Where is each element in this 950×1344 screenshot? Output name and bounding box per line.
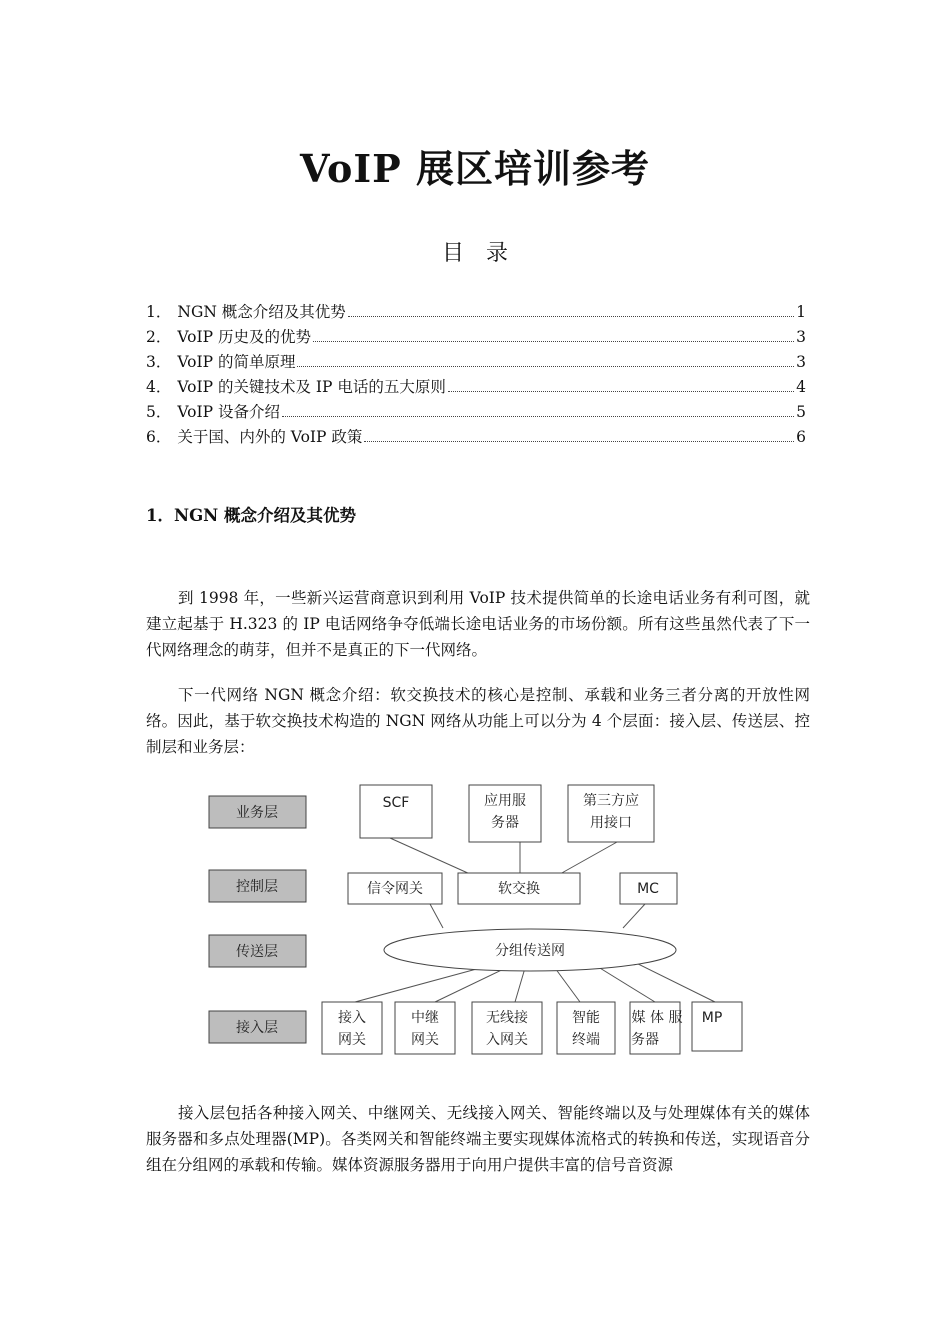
node-label: 智能 — [572, 1010, 600, 1026]
node-trunk-gateway — [395, 1002, 455, 1054]
layer-transport — [209, 935, 306, 967]
body-paragraph: 到 1998 年，一些新兴运营商意识到利用 VoIP 技术提供简单的长途电话业务有利可图，就建立起基于 H.323 的 IP 电话网络争夺低端长途电话业务的市场份额。所有这些虽然代表了下一代网络理念的萌芽，但并不是真正的下一代网络。 — [146, 589, 810, 659]
node-label: 务器 — [631, 1032, 659, 1048]
layer-label: 接入层 — [236, 1020, 278, 1036]
toc-entry[interactable] — [146, 400, 806, 425]
node-label: 分组传送网 — [495, 943, 565, 959]
diagram-connectors — [355, 838, 715, 1002]
node-smart-terminal — [557, 1002, 615, 1054]
node-signaling-gateway — [348, 873, 442, 904]
layer-service — [209, 796, 306, 828]
layer-label: 传送层 — [236, 944, 278, 960]
body-paragraph: 下一代网络 NGN 概念介绍：软交换技术的核心是控制、承载和业务三者分离的开放性网络。因此，基于软交换技术构造的 NGN 网络从功能上可以分为 4 个层面：接入层、传送层、控制层和业务层： — [146, 686, 810, 756]
toc-entry-number: 2． — [146, 328, 172, 346]
toc-entry-label: VoIP 历史及的优势 — [177, 328, 311, 346]
toc-leader-dots — [313, 340, 794, 342]
node-label: 软交换 — [498, 881, 540, 897]
toc-entry-page: 3 — [796, 328, 806, 346]
toc-entry-label: VoIP 的简单原理 — [177, 353, 296, 371]
node-label: 无线接 — [486, 1010, 528, 1026]
toc-entry-number: 1． — [146, 303, 172, 321]
body-paragraph: 接入层包括各种接入网关、中继网关、无线接入网关、智能终端以及与处理媒体有关的媒体服务器和多点处理器(MP)。各类网关和智能终端主要实现媒体流格式的转换和传送，实现语音分组在分组网的承载和传输。媒体资源服务器用于向用户提供丰富的信号音资源 — [146, 1104, 810, 1174]
toc-leader-dots — [348, 315, 794, 317]
toc-entry-page: 4 — [796, 378, 806, 396]
toc-entry[interactable] — [146, 350, 806, 375]
layer-control — [209, 870, 306, 902]
toc-entry[interactable] — [146, 425, 806, 450]
toc-entry-label: 关于国、内外的 VoIP 政策 — [177, 428, 363, 446]
document-title: VoIP 展区培训参考 — [300, 146, 650, 191]
toc-entry-number: 6． — [146, 428, 172, 446]
toc-entry[interactable] — [146, 375, 806, 400]
node-label: 应用服 — [484, 793, 526, 809]
node-label: 中继 — [411, 1010, 439, 1026]
node-label: 务器 — [491, 815, 519, 831]
node-mc — [620, 873, 677, 904]
section-heading: 1．NGN 概念介绍及其优势 — [146, 506, 356, 525]
toc-entry[interactable] — [146, 325, 806, 350]
node-label: 接入 — [338, 1010, 366, 1026]
toc-entry-label: NGN 概念介绍及其优势 — [177, 303, 346, 321]
table-of-contents — [146, 300, 806, 450]
node-label: MP — [701, 1010, 723, 1026]
node-label: 信令网关 — [367, 881, 423, 897]
layer-label: 业务层 — [236, 805, 278, 821]
node-scf — [360, 785, 432, 838]
node-label: 第三方应 — [583, 793, 639, 809]
layer-access — [209, 1011, 306, 1043]
node-access-gateway — [322, 1002, 382, 1054]
node-label: 网关 — [338, 1032, 366, 1048]
toc-entry-label: VoIP 设备介绍 — [177, 403, 280, 421]
node-softswitch — [458, 873, 580, 904]
node-wireless-gateway — [472, 1002, 542, 1054]
toc-entry-number: 4． — [146, 378, 172, 396]
node-label: 入网关 — [486, 1032, 528, 1048]
node-app-server — [469, 785, 541, 842]
ngn-architecture-diagram — [205, 780, 750, 1065]
node-label: 用接口 — [590, 815, 632, 831]
toc-leader-dots — [364, 440, 794, 442]
toc-entry[interactable] — [146, 300, 806, 325]
node-packet-network — [384, 929, 676, 971]
toc-entry-label: VoIP 的关键技术及 IP 电话的五大原则 — [177, 378, 446, 396]
node-label: 网关 — [411, 1032, 439, 1048]
node-label: SCF — [382, 795, 410, 811]
toc-leader-dots — [297, 365, 794, 367]
node-mp — [692, 1002, 742, 1051]
toc-entry-page: 5 — [796, 403, 806, 421]
toc-leader-dots — [448, 390, 794, 392]
toc-entry-number: 3． — [146, 353, 172, 371]
toc-leader-dots — [282, 415, 794, 417]
toc-entry-page: 3 — [796, 353, 806, 371]
node-media-server — [630, 1002, 682, 1054]
toc-heading: 目 录 — [441, 241, 508, 266]
layer-label: 控制层 — [236, 879, 278, 895]
node-third-party-api — [568, 785, 654, 842]
toc-entry-page: 6 — [796, 428, 806, 446]
node-label: 终端 — [572, 1032, 600, 1048]
toc-entry-page: 1 — [796, 303, 806, 321]
node-label: 媒 体 服 — [631, 1010, 683, 1026]
toc-entry-number: 5． — [146, 403, 172, 421]
node-label: MC — [637, 881, 659, 897]
